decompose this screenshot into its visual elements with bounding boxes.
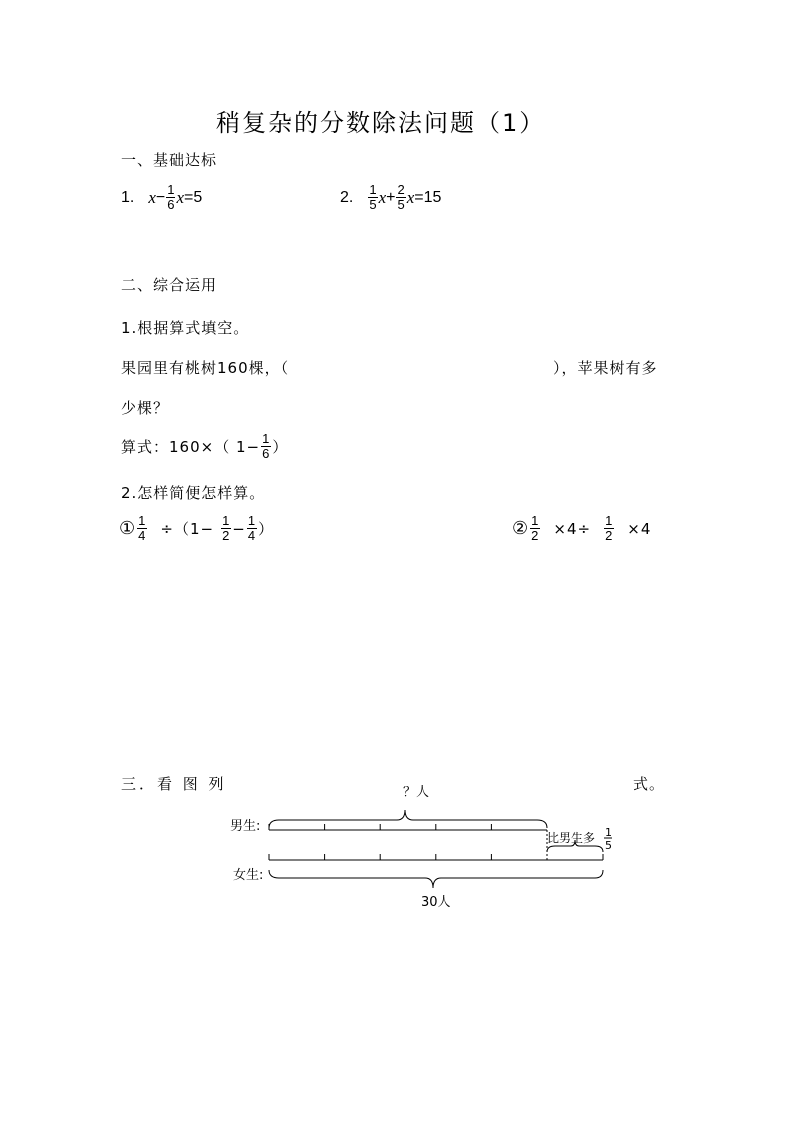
formula-prefix: 算式：160×（ 1− — [121, 438, 261, 456]
problem-2 — [512, 514, 651, 543]
problem-2-operator-1: ×4÷ — [553, 519, 592, 538]
question-1-heading: 1.根据算式填空。 — [121, 319, 250, 337]
boys-ticks — [325, 824, 492, 830]
equation-1-fraction — [166, 183, 175, 212]
section2-heading: 二、综合运用 — [121, 276, 218, 294]
problem-1-fraction-1 — [137, 514, 147, 543]
more-label: 比男生多 — [547, 831, 596, 845]
question-2-heading: 2.怎样简便怎样算。 — [121, 484, 266, 502]
fraction-denominator: 4 — [138, 528, 147, 543]
formula-fraction — [261, 432, 271, 461]
fraction-numerator: 1 — [167, 182, 175, 197]
equation-1-label: 1. — [121, 188, 135, 206]
fraction-denominator: 2 — [605, 528, 614, 543]
problem-1-operator: ÷（1− — [160, 520, 215, 538]
page-title: 稍复杂的分数除法问题（1） — [216, 109, 546, 137]
equation-1 — [121, 183, 202, 212]
top-brace — [269, 810, 547, 828]
problem-1-number: ① — [119, 518, 137, 539]
bottom-label: 30人 — [421, 895, 451, 910]
section1-heading: 一、基础达标 — [121, 151, 218, 169]
problem-1-minus: − — [232, 519, 246, 538]
equation-1-var2: x — [176, 187, 185, 207]
fraction-denominator: 6 — [167, 197, 175, 212]
equation-1-minus: − — [155, 188, 166, 206]
equation-2-fraction-1 — [368, 183, 377, 212]
fraction-numerator: 1 — [222, 513, 231, 528]
question-1-line2: 少棵？ — [121, 399, 170, 417]
section3-heading: 三．看 图 列 — [121, 775, 227, 793]
bottom-brace — [269, 870, 603, 888]
equation-2 — [340, 183, 441, 212]
fraction-numerator: 2 — [397, 182, 405, 197]
fraction-numerator: 1 — [369, 182, 377, 197]
fraction-numerator: 1 — [605, 513, 614, 528]
fraction-denominator: 5 — [369, 197, 377, 212]
equation-2-var: x — [378, 187, 387, 207]
more-fraction-denominator: 5 — [605, 839, 612, 852]
equation-2-rhs: =15 — [414, 188, 442, 206]
problem-1 — [119, 514, 274, 543]
more-fraction-numerator: 1 — [605, 826, 612, 839]
problem-2-fraction-2 — [604, 514, 614, 543]
girls-ticks — [325, 854, 492, 860]
fraction-numerator: 1 — [531, 513, 540, 528]
equation-1-var: x — [148, 187, 156, 207]
question-1-formula — [121, 432, 288, 461]
equation-2-label: 2. — [340, 188, 354, 206]
section3-heading-end: 式。 — [633, 775, 666, 793]
problem-2-operator-2: ×4 — [627, 519, 652, 538]
fraction-denominator: 2 — [222, 528, 231, 543]
question-1-line1: 果园里有桃树160棵，（ — [121, 359, 290, 377]
fraction-denominator: 6 — [262, 446, 271, 461]
fraction-numerator: 1 — [262, 431, 271, 446]
problem-1-fraction-3 — [247, 514, 257, 543]
diagram-top-label: ？人 — [403, 785, 430, 800]
fraction-denominator: 5 — [397, 197, 405, 212]
fraction-numerator: 1 — [247, 513, 257, 528]
fraction-denominator: 4 — [247, 528, 257, 543]
problem-1-close: ） — [258, 520, 275, 538]
formula-suffix: ） — [272, 438, 289, 456]
fraction-denominator: 2 — [531, 528, 540, 543]
equation-2-plus: + — [386, 188, 396, 206]
equation-2-fraction-2 — [396, 183, 405, 212]
equation-1-rhs: =5 — [184, 188, 203, 206]
question-1-line1-end: ），苹果树有多 — [553, 359, 658, 377]
boys-label: 男生: — [230, 819, 261, 834]
girls-label: 女生: — [233, 868, 264, 883]
problem-2-number: ② — [512, 518, 530, 539]
problem-1-fraction-2 — [221, 514, 231, 543]
bar-diagram — [225, 780, 625, 910]
problem-2-fraction-1 — [530, 514, 540, 543]
fraction-numerator: 1 — [138, 513, 147, 528]
equation-2-var2: x — [406, 187, 415, 207]
